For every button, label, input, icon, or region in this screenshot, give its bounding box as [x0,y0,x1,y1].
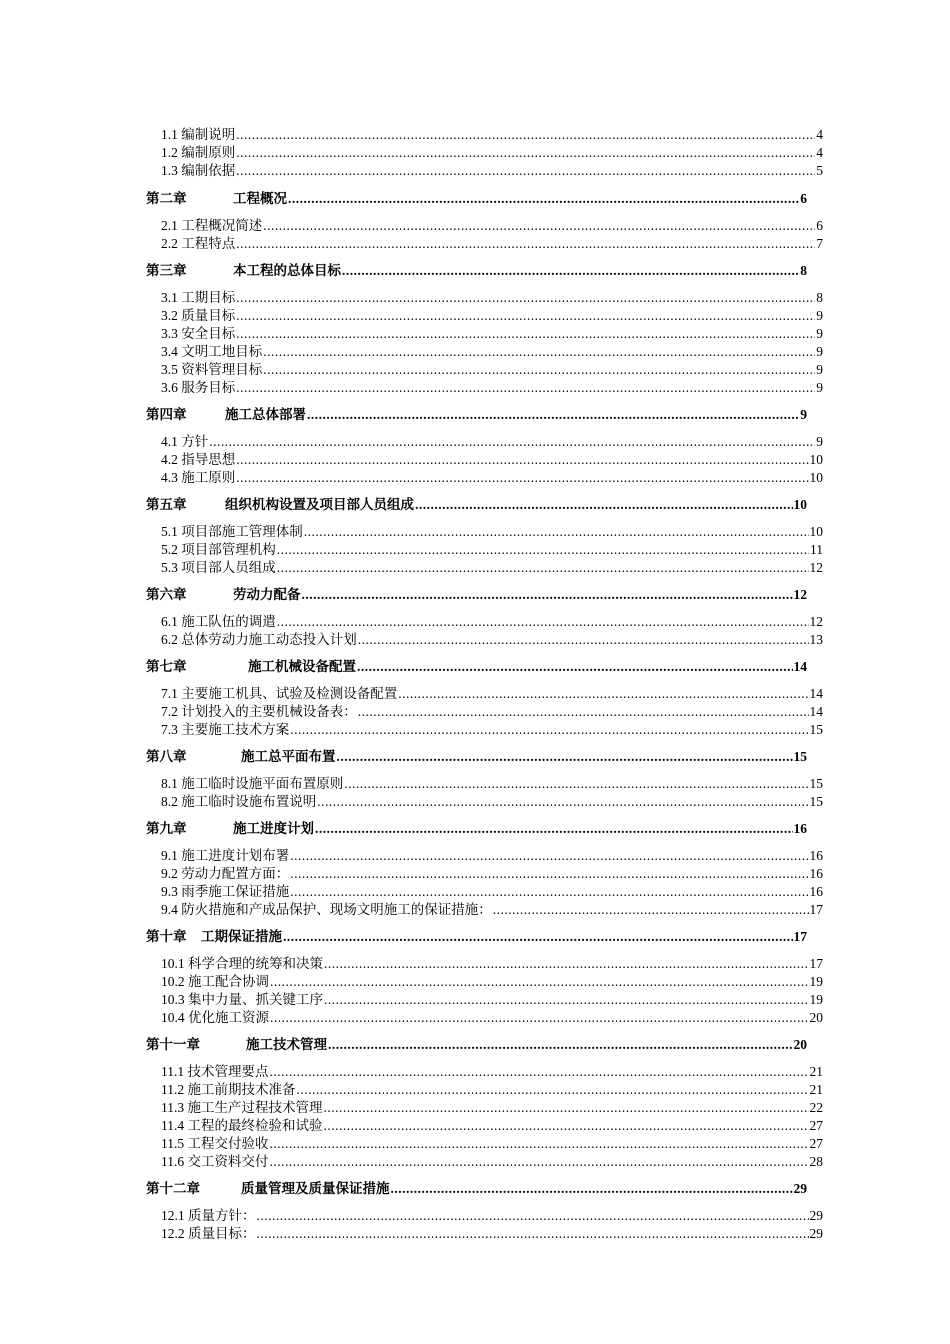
toc-dot-leader [270,1153,809,1171]
toc-dot-leader [263,361,815,379]
toc-chapter-number: 第二章 [146,191,187,206]
toc-section-entry[interactable] [161,1063,823,1081]
toc-page-number: 10 [793,497,807,512]
toc-page-number: 29 [809,1208,823,1223]
toc-dot-leader [290,883,808,901]
toc-section-label: 12.2 质量目标： [161,1226,256,1241]
toc-dot-leader [270,1063,809,1081]
toc-chapter-number: 第十二章 [146,1181,200,1196]
toc-page-number: 20 [793,1037,807,1052]
toc-page-number: 29 [809,1226,823,1241]
toc-chapter-number: 第九章 [146,821,187,836]
toc-page-number: 21 [809,1064,823,1079]
toc-dot-leader [290,721,808,739]
toc-dot-leader [493,901,809,919]
toc-section-entry[interactable] [161,361,823,379]
toc-dot-leader [324,955,809,973]
toc-dot-leader [270,973,809,991]
toc-dot-leader [257,1225,809,1243]
toc-section-label: 2.1 工程概况简述 [161,218,263,233]
toc-chapter-entry[interactable] [146,820,807,838]
toc-dot-leader [236,162,815,180]
toc-section-label: 9.2 劳动力配置方面： [161,866,290,881]
toc-section-label: 9.1 施工进度计划布署 [161,848,290,863]
toc-page-number: 9 [800,407,807,422]
toc-dot-leader [236,126,815,144]
toc-section-entry[interactable] [161,775,823,793]
toc-section-label: 11.5 工程交付验收 [161,1136,269,1151]
toc-chapter-number: 第四章 [146,407,187,422]
toc-dot-leader [302,586,793,604]
toc-dot-leader [391,1180,793,1198]
toc-section-entry[interactable] [161,631,823,649]
toc-page-number: 16 [793,821,807,836]
toc-page-number: 21 [809,1082,823,1097]
toc-page-number: 9 [816,362,823,377]
toc-page-number: 11 [810,542,823,557]
toc-dot-leader [304,523,809,541]
toc-section-entry[interactable] [161,451,823,469]
toc-section-label: 3.1 工期目标 [161,290,236,305]
toc-section-entry[interactable] [161,1207,823,1225]
toc-section-label: 7.1 主要施工机具、试验及检测设备配置 [161,686,398,701]
toc-dot-leader [236,469,808,487]
toc-section-label: 11.1 技术管理要点 [161,1064,269,1079]
toc-section-entry[interactable] [161,541,823,559]
toc-section-entry[interactable] [161,289,823,307]
toc-section-label: 3.4 文明工地目标 [161,344,263,359]
toc-dot-leader [236,235,815,253]
toc-section-entry[interactable] [161,433,823,451]
toc-section-label: 5.1 项目部施工管理体制 [161,524,303,539]
toc-chapter-title: 施工总平面布置 [241,749,336,764]
toc-section-label: 7.2 计划投入的主要机械设备表： [161,704,357,719]
toc-section-entry[interactable] [161,1117,823,1135]
toc-dot-leader [297,1081,809,1099]
toc-chapter-entry[interactable] [146,658,807,676]
toc-page-number: 9 [816,434,823,449]
toc-dot-leader [324,991,809,1009]
toc-chapter-number: 第十一章 [146,1037,200,1052]
toc-chapter-entry[interactable] [146,190,807,208]
toc-chapter-title: 施工进度计划 [233,821,314,836]
toc-section-label: 3.2 质量目标 [161,308,236,323]
toc-section-entry[interactable] [161,703,823,721]
toc-section-label: 5.2 项目部管理机构 [161,542,276,557]
toc-chapter-number: 第五章 [146,497,187,512]
toc-section-label: 3.5 资料管理目标 [161,362,263,377]
toc-section-entry[interactable] [161,1225,823,1243]
toc-section-entry[interactable] [161,883,823,901]
toc-section-label: 5.3 项目部人员组成 [161,560,276,575]
toc-dot-leader [263,217,815,235]
toc-section-label: 11.4 工程的最终检验和试验 [161,1118,323,1133]
toc-dot-leader [236,325,815,343]
toc-page-number: 12 [809,614,823,629]
toc-section-entry[interactable] [161,1099,823,1117]
toc-dot-leader [288,190,799,208]
toc-page-number: 17 [809,902,823,917]
toc-page-number: 4 [816,127,823,142]
toc-page-number: 19 [809,992,823,1007]
toc-page-number: 15 [809,722,823,737]
toc-section-entry[interactable] [161,343,823,361]
toc-section-label: 4.1 方针 [161,434,209,449]
toc-chapter-entry[interactable] [146,406,807,424]
toc-chapter-number: 第十章 [146,929,187,944]
toc-dot-leader [324,1117,809,1135]
toc-chapter-number: 第七章 [146,659,187,674]
toc-section-label: 1.2 编制原则 [161,145,236,160]
toc-dot-leader [415,496,793,514]
toc-chapter-entry[interactable] [146,586,807,604]
toc-page-number: 12 [793,587,807,602]
toc-section-entry[interactable] [161,162,823,180]
toc-section-entry[interactable] [161,1081,823,1099]
toc-section-entry[interactable] [161,1135,823,1153]
toc-chapter-title: 工程概况 [233,191,287,206]
toc-section-label: 12.1 质量方针： [161,1208,256,1223]
toc-dot-leader [236,379,815,397]
toc-dot-leader [209,433,815,451]
toc-section-label: 7.3 主要施工技术方案 [161,722,290,737]
toc-dot-leader [270,1009,809,1027]
toc-section-label: 9.4 防火措施和产成品保护、现场文明施工的保证措施： [161,902,492,917]
toc-section-label: 8.1 施工临时设施平面布置原则 [161,776,344,791]
toc-dot-leader [357,658,793,676]
toc-dot-leader [324,1099,809,1117]
toc-dot-leader [236,144,815,162]
toc-dot-leader [277,559,809,577]
toc-dot-leader [277,613,809,631]
toc-dot-leader [236,451,808,469]
toc-section-entry[interactable] [161,865,823,883]
toc-section-label: 10.2 施工配合协调 [161,974,269,989]
toc-section-label: 4.3 施工原则 [161,470,236,485]
toc-page-number: 10 [809,524,823,539]
toc-section-label: 10.1 科学合理的统筹和决策 [161,956,323,971]
toc-dot-leader [337,748,793,766]
toc-chapter-entry[interactable] [146,928,807,946]
toc-page-number: 28 [809,1154,823,1169]
toc-section-entry[interactable] [161,613,823,631]
toc-section-entry[interactable] [161,559,823,577]
toc-chapter-title: 施工机械设备配置 [248,659,356,674]
toc-page-number: 5 [816,163,823,178]
toc-page-number: 15 [809,776,823,791]
toc-section-entry[interactable] [161,126,823,144]
toc-section-entry[interactable] [161,955,823,973]
toc-section-entry[interactable] [161,847,823,865]
toc-page-number: 9 [816,380,823,395]
toc-page-number: 16 [809,866,823,881]
toc-dot-leader [263,343,815,361]
toc-page-number: 9 [816,326,823,341]
toc-dot-leader [344,775,808,793]
toc-section-label: 11.6 交工资料交付 [161,1154,269,1169]
toc-dot-leader [328,1036,793,1054]
toc-page-number: 15 [793,749,807,764]
toc-page-number: 29 [793,1181,807,1196]
toc-chapter-entry[interactable] [146,262,807,280]
toc-section-entry[interactable] [161,721,823,739]
toc-section-entry[interactable] [161,973,823,991]
toc-page-number: 14 [809,686,823,701]
toc-chapter-entry[interactable] [146,496,807,514]
toc-chapter-title: 组织机构设置及项目部人员组成 [225,497,414,512]
toc-dot-leader [257,1207,809,1225]
toc-page-number: 14 [809,704,823,719]
toc-chapter-number: 第六章 [146,587,187,602]
toc-section-entry[interactable] [161,1153,823,1171]
toc-page-number: 4 [816,145,823,160]
toc-section-entry[interactable] [161,523,823,541]
toc-page-number: 8 [800,263,807,278]
toc-dot-leader [236,289,815,307]
toc-page-number: 16 [809,884,823,899]
toc-page-number: 17 [809,956,823,971]
toc-section-label: 6.1 施工队伍的调遣 [161,614,276,629]
toc-section-entry[interactable] [161,991,823,1009]
toc-dot-leader [307,406,799,424]
toc-section-label: 3.3 安全目标 [161,326,236,341]
toc-section-label: 1.1 编制说明 [161,127,236,142]
toc-page-number: 12 [809,560,823,575]
toc-section-label: 8.2 施工临时设施布置说明 [161,794,317,809]
toc-section-label: 4.2 指导思想 [161,452,236,467]
toc-dot-leader [358,703,809,721]
toc-page-number: 9 [816,344,823,359]
toc-section-label: 2.2 工程特点 [161,236,236,251]
toc-chapter-title: 劳动力配备 [233,587,301,602]
toc-page-number: 6 [816,218,823,233]
toc-page-number: 22 [809,1100,823,1115]
toc-section-entry[interactable] [161,307,823,325]
toc-dot-leader [283,928,793,946]
toc-section-entry[interactable] [161,144,823,162]
toc-chapter-number: 第八章 [146,749,187,764]
toc-dot-leader [277,541,809,559]
toc-page-number: 7 [816,236,823,251]
toc-chapter-title: 施工总体部署 [225,407,306,422]
toc-section-entry[interactable] [161,685,823,703]
toc-section-entry[interactable] [161,901,823,919]
toc-dot-leader [236,307,815,325]
toc-dot-leader [358,631,809,649]
toc-dot-leader [398,685,808,703]
toc-chapter-entry[interactable] [146,748,807,766]
toc-page-number: 15 [809,794,823,809]
toc-section-label: 3.6 服务目标 [161,380,236,395]
toc-section-entry[interactable] [161,379,823,397]
toc-section-entry[interactable] [161,325,823,343]
toc-section-label: 6.2 总体劳动力施工动态投入计划 [161,632,357,647]
toc-page-number: 14 [793,659,807,674]
toc-section-label: 10.4 优化施工资源 [161,1010,269,1025]
toc-dot-leader [290,865,808,883]
toc-section-entry[interactable] [161,1009,823,1027]
toc-page-number: 13 [809,632,823,647]
toc-page-number: 27 [809,1118,823,1133]
toc-section-entry[interactable] [161,469,823,487]
toc-chapter-title: 质量管理及质量保证措施 [241,1181,390,1196]
toc-chapter-title: 本工程的总体目标 [233,263,341,278]
toc-page-number: 10 [809,452,823,467]
toc-section-entry[interactable] [161,235,823,253]
toc-page-number: 17 [793,929,807,944]
toc-page-number: 9 [816,308,823,323]
toc-page-number: 10 [809,470,823,485]
toc-dot-leader [315,820,793,838]
toc-page-number: 19 [809,974,823,989]
toc-section-label: 10.3 集中力量、抓关键工序 [161,992,323,1007]
toc-section-label: 9.3 雨季施工保证措施 [161,884,290,899]
toc-section-label: 1.3 编制依据 [161,163,236,178]
toc-chapter-title: 工期保证措施 [201,929,282,944]
toc-chapter-number: 第三章 [146,263,187,278]
toc-dot-leader [342,262,799,280]
toc-dot-leader [317,793,808,811]
toc-section-entry[interactable] [161,793,823,811]
toc-page-number: 8 [816,290,823,305]
toc-chapter-entry[interactable] [146,1180,807,1198]
toc-dot-leader [290,847,808,865]
toc-section-entry[interactable] [161,217,823,235]
toc-page-number: 6 [800,191,807,206]
toc-page-number: 27 [809,1136,823,1151]
toc-section-label: 11.3 施工生产过程技术管理 [161,1100,323,1115]
toc-chapter-title: 施工技术管理 [246,1037,327,1052]
toc-chapter-entry[interactable] [146,1036,807,1054]
toc-page-number: 20 [809,1010,823,1025]
toc-section-label: 11.2 施工前期技术准备 [161,1082,296,1097]
toc-page-number: 16 [809,848,823,863]
toc-dot-leader [270,1135,809,1153]
